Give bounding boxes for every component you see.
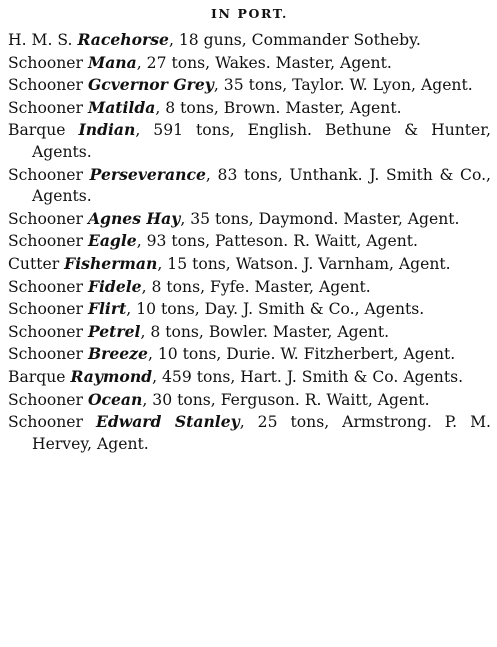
- vessel-type: Schooner: [8, 345, 83, 364]
- vessel-name: Indian: [78, 120, 136, 140]
- vessel-type: Schooner: [8, 209, 83, 228]
- vessel-type: Schooner: [8, 165, 83, 184]
- vessel-details: , 93 tons, Patteson. R. Waitt, Agent.: [136, 232, 419, 251]
- vessel-details: , 8 tons, Fyfe. Master, Agent.: [141, 277, 371, 296]
- vessel-entry: [8, 411, 491, 455]
- vessel-details: , 459 tons, Hart. J. Smith & Co. Agents.: [152, 367, 464, 386]
- vessel-type: Schooner: [8, 390, 83, 409]
- vessel-details: , 30 tons, Ferguson. R. Waitt, Agent.: [142, 390, 430, 409]
- vessel-name: Mana: [87, 52, 137, 72]
- vessel-type: Barque: [8, 121, 66, 140]
- vessel-name: Fidele: [87, 276, 142, 296]
- vessel-details: , 591 tons, English. Bethune & Hunter, Agents.: [32, 121, 491, 161]
- vessel-details: , 8 tons, Brown. Master, Agent.: [155, 98, 402, 117]
- vessel-type: Schooner: [8, 76, 83, 95]
- vessel-name: Gcvernor Grey: [87, 75, 214, 95]
- vessel-entry: [8, 321, 491, 344]
- vessel-type: Schooner: [8, 53, 83, 72]
- vessel-name: Agnes Hay: [87, 208, 181, 228]
- vessel-entry: [8, 253, 491, 276]
- vessel-entry: [8, 97, 491, 120]
- vessel-details: , 10 tons, Day. J. Smith & Co., Agents.: [126, 300, 425, 319]
- vessel-entry: [8, 389, 491, 412]
- vessel-details: , 83 tons, Unthank. J. Smith & Co., Agents.: [32, 165, 491, 206]
- vessel-entry: [8, 298, 491, 321]
- vessel-type: Schooner: [8, 98, 83, 117]
- vessel-name: Racehorse: [77, 30, 169, 49]
- vessel-entry: [8, 29, 491, 52]
- vessel-type: Schooner: [8, 322, 83, 341]
- section-heading: IN PORT.: [211, 6, 288, 21]
- vessel-type: Schooner: [8, 232, 83, 251]
- vessel-entry: [8, 230, 491, 253]
- vessel-entry: [8, 52, 491, 75]
- vessel-details: , 27 tons, Wakes. Master, Agent.: [136, 53, 392, 72]
- vessel-name: Eagle: [87, 231, 137, 251]
- vessel-name: Matilda: [87, 97, 156, 117]
- vessel-details: , 35 tons, Daymond. Master, Agent.: [180, 209, 460, 228]
- vessel-type: Barque: [8, 367, 66, 386]
- vessel-details: , 10 tons, Durie. W. Fitzherbert, Agent.: [147, 345, 456, 364]
- vessel-name: Edward Stanley: [95, 412, 240, 432]
- vessel-type: Schooner: [8, 413, 83, 432]
- vessel-details: , 25 tons, Armstrong. P. M. Hervey, Agent.: [32, 413, 491, 453]
- vessel-details: , 15 tons, Watson. J. Varnham, Agent.: [157, 254, 451, 273]
- vessel-name: Breeze: [87, 344, 148, 364]
- vessel-type: H. M. S.: [8, 31, 73, 49]
- vessel-name: Raymond: [70, 366, 153, 386]
- vessel-name: Petrel: [87, 321, 141, 341]
- vessel-entry: [8, 208, 491, 231]
- vessel-name: Flirt: [87, 299, 127, 319]
- vessel-type: Cutter: [8, 254, 60, 273]
- vessel-name: Ocean: [87, 389, 143, 409]
- vessel-details: , 8 tons, Bowler. Master, Agent.: [140, 322, 390, 341]
- vessel-entry: [8, 343, 491, 366]
- vessel-entry: [8, 276, 491, 299]
- vessel-entry: [8, 119, 491, 163]
- vessel-type: Schooner: [8, 277, 83, 296]
- vessel-details: , 35 tons, Taylor. W. Lyon, Agent.: [213, 76, 473, 95]
- vessel-details: , 18 guns, Commander Sotheby.: [168, 31, 421, 49]
- vessel-entry: [8, 74, 491, 97]
- vessel-entry: [8, 164, 491, 208]
- vessel-type: Schooner: [8, 300, 83, 319]
- vessel-name: Perseverance: [89, 164, 206, 184]
- vessel-list: [8, 29, 491, 455]
- vessel-name: Fisherman: [64, 253, 158, 273]
- vessel-entry: [8, 366, 491, 389]
